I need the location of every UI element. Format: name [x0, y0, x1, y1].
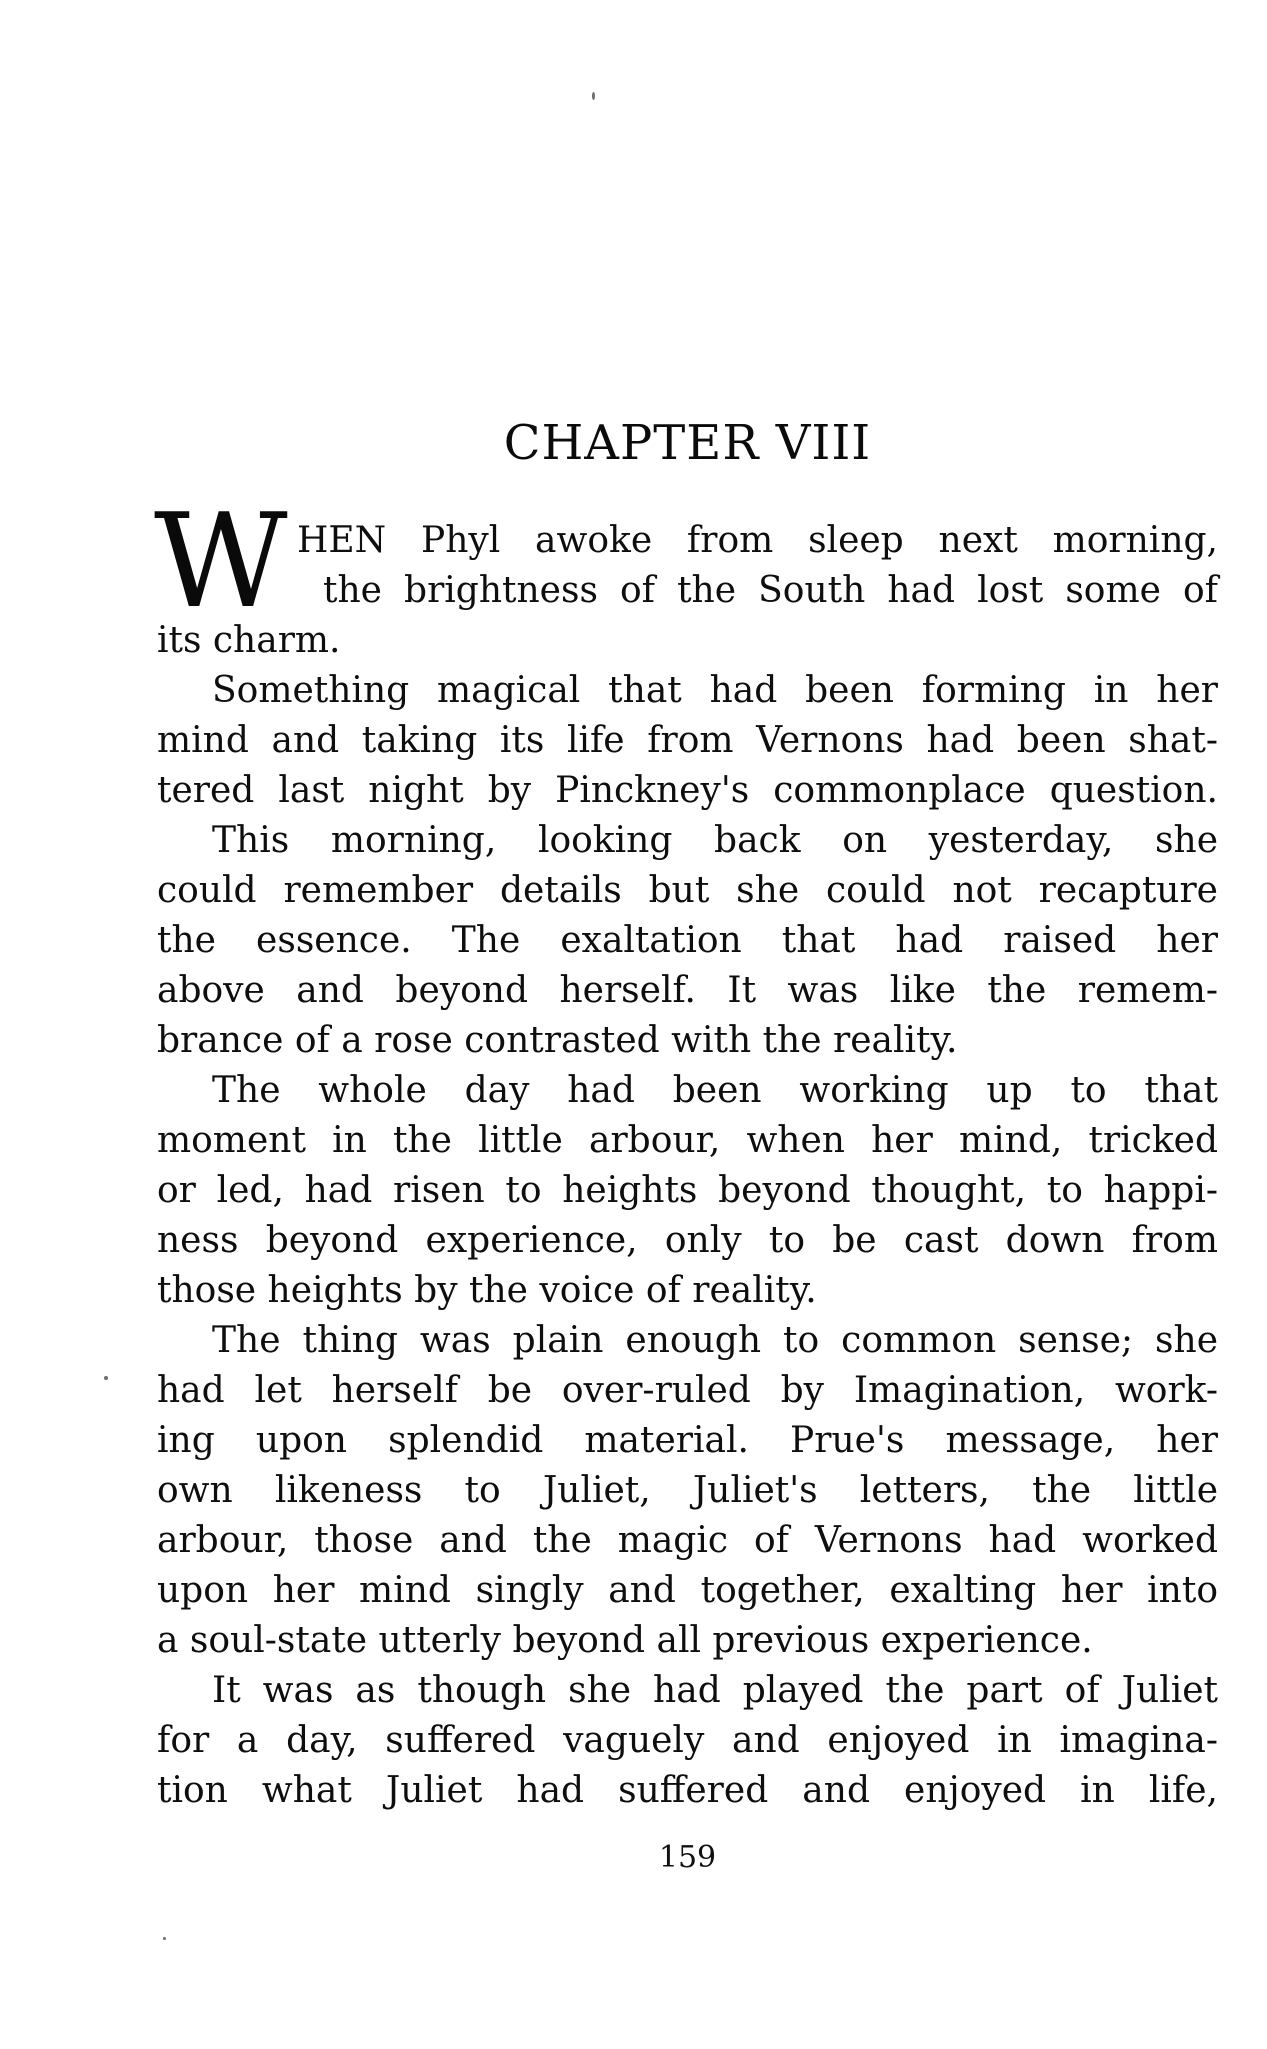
drop-cap-letter: W	[154, 485, 288, 637]
text-line: It was as though she had played the part of Juliet	[212, 1670, 1218, 1711]
text-line: the brightness of the South had lost some of	[323, 570, 1218, 611]
text-line: those heights by the voice of reality.	[157, 1270, 817, 1311]
text-line: own likeness to Juliet, Juliet's letters, the little	[157, 1470, 1218, 1511]
text-line: for a day, suffered vaguely and enjoyed in imagina-	[157, 1720, 1218, 1761]
scan-speck	[104, 1376, 108, 1380]
scan-speck	[592, 92, 595, 100]
text-line: the essence. The exaltation that had raised her	[157, 920, 1218, 961]
body-text	[154, 485, 1218, 1816]
text-line: a soul-state utterly beyond all previous experience.	[157, 1620, 1093, 1661]
text-line: above and beyond herself. It was like the remem-	[157, 970, 1218, 1011]
text-line: brance of a rose contrasted with the reality.	[157, 1020, 958, 1061]
text-line: had let herself be over-ruled by Imagination, work-	[157, 1370, 1218, 1411]
paragraph	[157, 816, 1218, 1066]
text-line: its charm.	[157, 620, 341, 661]
text-line: upon her mind singly and together, exalting her into	[157, 1570, 1218, 1611]
text-line: could remember details but she could not recapture	[157, 870, 1218, 911]
text-line: HEN Phyl awoke from sleep next morning,	[297, 520, 1218, 561]
chapter-heading: CHAPTER VIII	[503, 415, 872, 471]
paragraph	[157, 1066, 1218, 1316]
text-line: arbour, those and the magic of Vernons had worked	[157, 1520, 1218, 1561]
paragraph	[154, 485, 1218, 666]
text-line: This morning, looking back on yesterday, she	[212, 820, 1218, 861]
page-number: 159	[658, 1840, 717, 1875]
paragraph	[157, 1316, 1218, 1666]
text-line: ness beyond experience, only to be cast down from	[157, 1220, 1218, 1261]
paragraph	[157, 1666, 1218, 1816]
scan-speck	[163, 1937, 166, 1940]
text-line: The thing was plain enough to common sense; she	[212, 1320, 1218, 1361]
text-line: or led, had risen to heights beyond thought, to happi-	[157, 1170, 1218, 1211]
paragraph	[157, 666, 1218, 816]
text-line: moment in the little arbour, when her mind, tricked	[157, 1120, 1218, 1161]
text-line: mind and taking its life from Vernons had been shat-	[157, 720, 1218, 761]
text-line: tered last night by Pinckney's commonplace question.	[157, 770, 1218, 811]
text-line: The whole day had been working up to that	[212, 1070, 1218, 1111]
text-line: ing upon splendid material. Prue's message, her	[157, 1420, 1218, 1461]
text-line: Something magical that had been forming in her	[212, 670, 1218, 711]
text-line: tion what Juliet had suffered and enjoyed in life,	[157, 1770, 1218, 1811]
